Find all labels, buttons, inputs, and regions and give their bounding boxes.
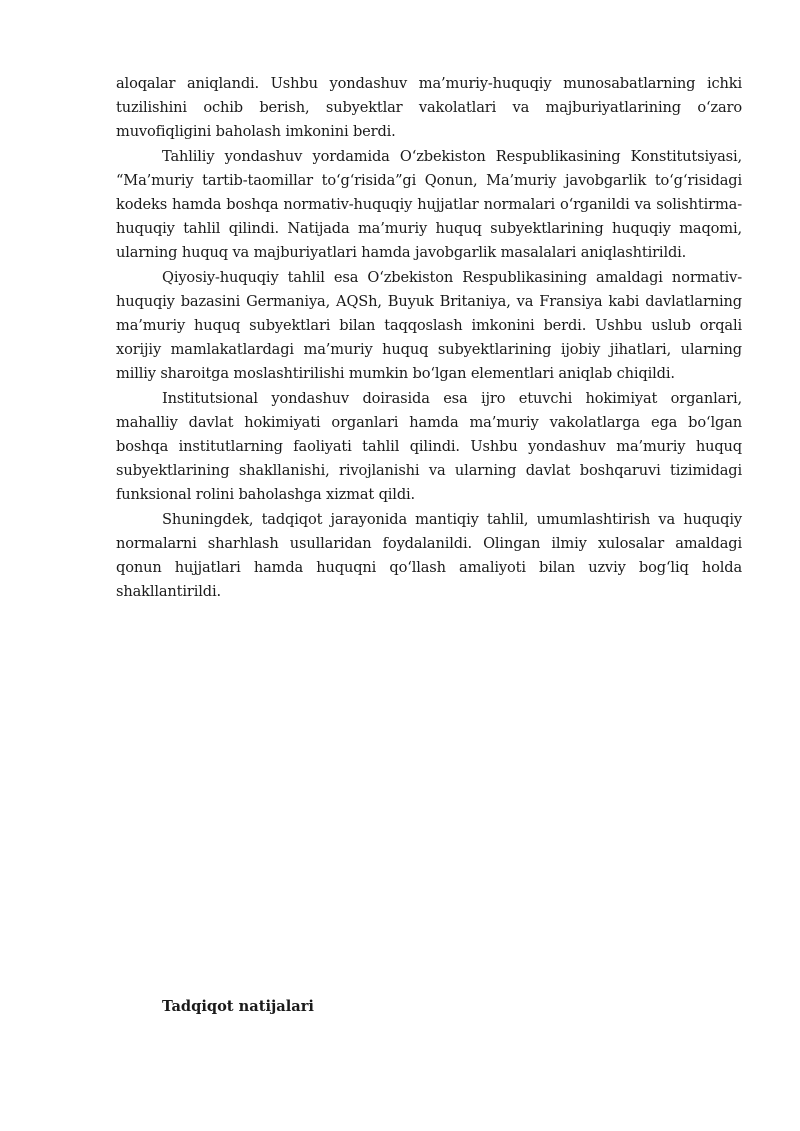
paragraph-logical-analysis: Shuningdek, tadqiqot jarayonida mantiqiy tahlil, umumlashtirish va huquqiy normalarni sharhlash usullaridan foydalanildi. Olingan ilmiy xulosalar amaldagi qonun hujjatlari hamda huquqni qo‘llash amaliyoti bilan uzviy bog‘liq holda shakllantirildi. (116, 510, 742, 601)
paragraph-comparative-analysis: Qiyosiy-huquqiy tahlil esa O‘zbekiston Respublikasining amaldagi normativ-huquqiy bazasini Germaniya, AQSh, Buyuk Britaniya, va Fransiya kabi davlatlarning ma’muriy huquq subyektlari bilan taqqoslash imkonini berdi. Ushbu uslub orqali xorijiy mamlakatlardagi ma’muriy huquq subyektlarining ijobiy jihatlari, ularning milliy sharoitga moslashtirilishi mumkin bo‘lgan elementlari aniqlab chiqildi. (116, 268, 742, 383)
paragraph-continuation: aloqalar aniqlandi. Ushbu yondashuv ma’muriy-huquqiy munosabatlarning ichki tuzilishini ochib berish, subyektlar vakolatlari va majburiyatlarining o‘zaro muvofiqligini baholash imkonini berdi. (116, 75, 742, 141)
paragraph-institutional-approach: Institutsional yondashuv doirasida esa ijro etuvchi hokimiyat organlari, mahalliy davlat hokimiyati organlari hamda ma’muriy vakolatlarga ega bo‘lgan boshqa institutlarning faoliyati tahlil qilindi. Ushbu yondashuv ma’muriy huquq subyektlarining shakllanishi, rivojlanishi va ularning davlat boshqaruvi tizimidagi funksional rolini baholashga xizmat qildi. (116, 389, 742, 504)
section-heading-results: Tadqiqot natijalari (162, 998, 314, 1015)
document-body (116, 72, 742, 604)
paragraph-analytical-approach: Tahliliy yondashuv yordamida O‘zbekiston Respublikasining Konstitutsiyasi, “Ma’muriy tartib-taomillar to‘g‘risida”gi Qonun, Ma’muriy javobgarlik to‘g‘risidagi kodeks hamda boshqa normativ-huquqiy hujjatlar normalari o‘rganildi va solishtirma-huquqiy tahlil qilindi. Natijada ma’muriy huquq subyektlarining huquqiy maqomi, ularning huquq va majburiyatlari hamda javobgarlik masalalari aniqlashtirildi. (116, 147, 742, 262)
